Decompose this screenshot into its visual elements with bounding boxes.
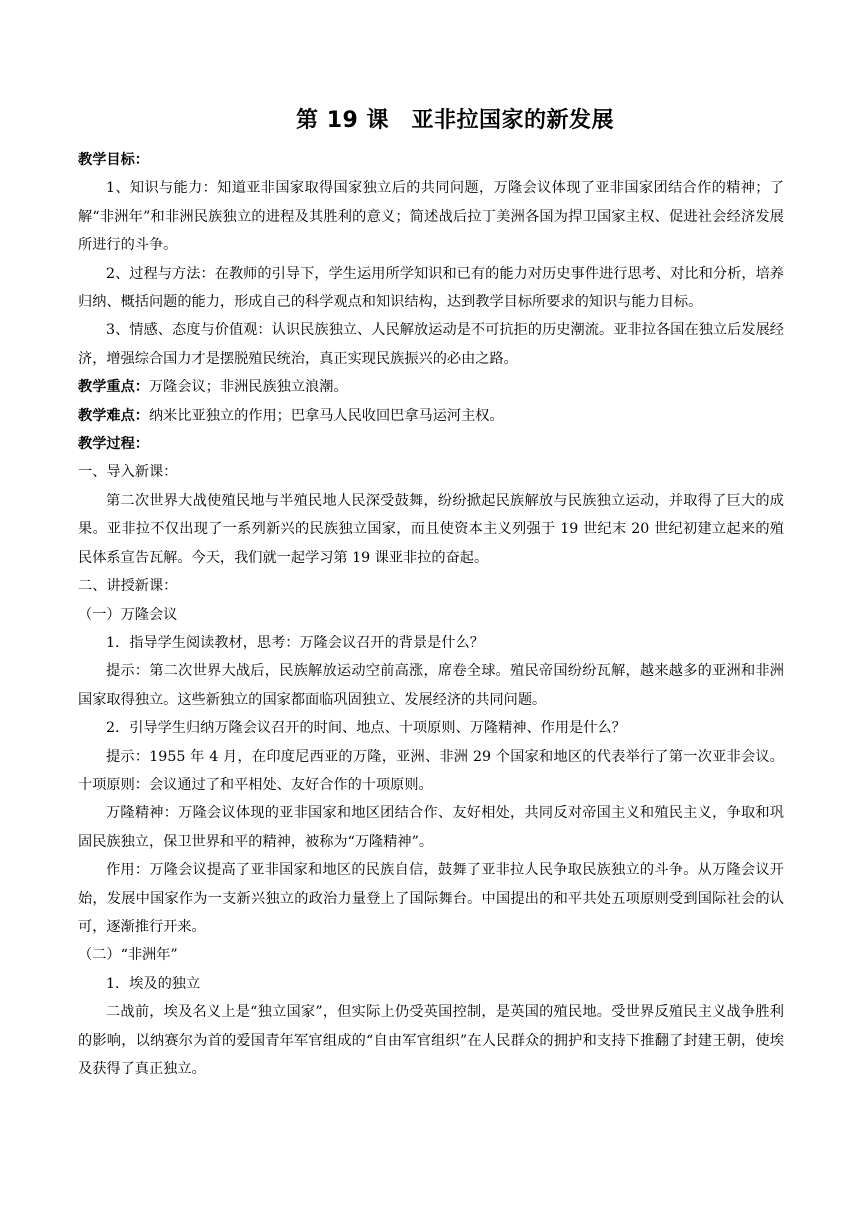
question-1: 1．指导学生阅读教材，思考：万隆会议召开的背景是什么？ [106,634,484,651]
key-points [78,373,784,401]
hint-1: 提示：第二次世界大战后，民族解放运动空前高涨，席卷全球。殖民帝国纷纷瓦解，越来越多的亚洲和非洲国家取得独立。这些新独立的国家都面临巩固独立、发展经济的共同问题。 [78,663,784,708]
question-2: 2．引导学生归纳万隆会议召开的时间、地点、十项原则、万隆精神、作用是什么？ [106,720,626,737]
difficult-points-label: 教学难点： [78,407,149,424]
goal-emotion: 3、情感、态度与价值观：认识民族独立、人民解放运动是不可抗拒的历史潮流。亚非拉各国在独立后发展经济，增强综合国力才是摆脱殖民统治，真正实现民族振兴的必由之路。 [78,322,784,367]
subsection-bandung-heading: （一）万隆会议 [78,606,178,623]
subsection-africa-year-heading: （二）“非洲年” [78,947,178,964]
egypt-heading: 1．埃及的独立 [106,975,201,992]
section-intro-text: 第二次世界大战使殖民地与半殖民地人民深受鼓舞，纷纷掀起民族解放与民族独立运动，并取得了巨大的成果。亚非拉不仅出现了一系列新兴的民族独立国家，而且使资本主义列强于 19 世纪末 20 世纪初建立起来的殖民体系宣告瓦解。今天，我们就一起学习第 19 课亚非拉的奋起。 [78,492,784,566]
bandung-spirit: 万隆精神：万隆会议体现的亚非国家和地区团结合作、友好相处，共同反对帝国主义和殖民主义，争取和巩固民族独立，保卫世界和平的精神，被称为“万隆精神”。 [78,805,784,850]
goal-knowledge: 1、知识与能力：知道亚非国家取得国家独立后的共同问题，万隆会议体现了亚非国家团结合作的精神；了解“非洲年”和非洲民族独立的进程及其胜利的意义；简述战后拉丁美洲各国为捍卫国家主权、促进社会经济发展所进行的斗争。 [78,180,784,254]
goals-heading: 教学目标： [78,152,149,168]
key-points-label: 教学重点： [78,379,149,396]
bandung-effect: 作用：万隆会议提高了亚非国家和地区的民族自信，鼓舞了亚非拉人民争取民族独立的斗争。从万隆会议开始，发展中国家作为一支新兴独立的政治力量登上了国际舞台。中国提出的和平共处五项原则受到国际社会的认可，逐渐推行开来。 [78,862,784,935]
process-heading: 教学过程： [78,436,149,453]
page-title: 第 19 课 亚非拉国家的新发展 [296,108,614,133]
section-lecture-heading: 二、讲授新课： [78,578,178,595]
key-points-text: 万隆会议；非洲民族独立浪潮。 [148,379,348,396]
egypt-text: 二战前，埃及名义上是“独立国家”，但实际上仍受英国控制，是英国的殖民地。受世界反殖民主义战争胜利的影响，以纳赛尔为首的爱国青年军官组成的“自由军官组织”在人民群众的拥护和支持下推翻了封建王朝，使埃及获得了真正独立。 [78,1004,784,1077]
difficult-points [78,402,784,430]
goal-process: 2、过程与方法：在教师的引导下，学生运用所学知识和已有的能力对历史事件进行思考、对比和分析，培养归纳、概括问题的能力，形成自己的科学观点和知识结构，达到教学目标所要求的知识与能力目标。 [78,265,784,311]
hint-2: 提示：1955 年 4 月，在印度尼西亚的万隆，亚洲、非洲 29 个国家和地区的代表举行了第一次亚非会议。十项原则：会议通过了和平相处、友好合作的十项原则。 [78,748,784,793]
document-body [78,146,784,1083]
difficult-points-text: 纳米比亚独立的作用；巴拿马人民收回巴拿马运河主权。 [148,407,504,424]
section-intro-heading: 一、导入新课： [78,464,178,481]
